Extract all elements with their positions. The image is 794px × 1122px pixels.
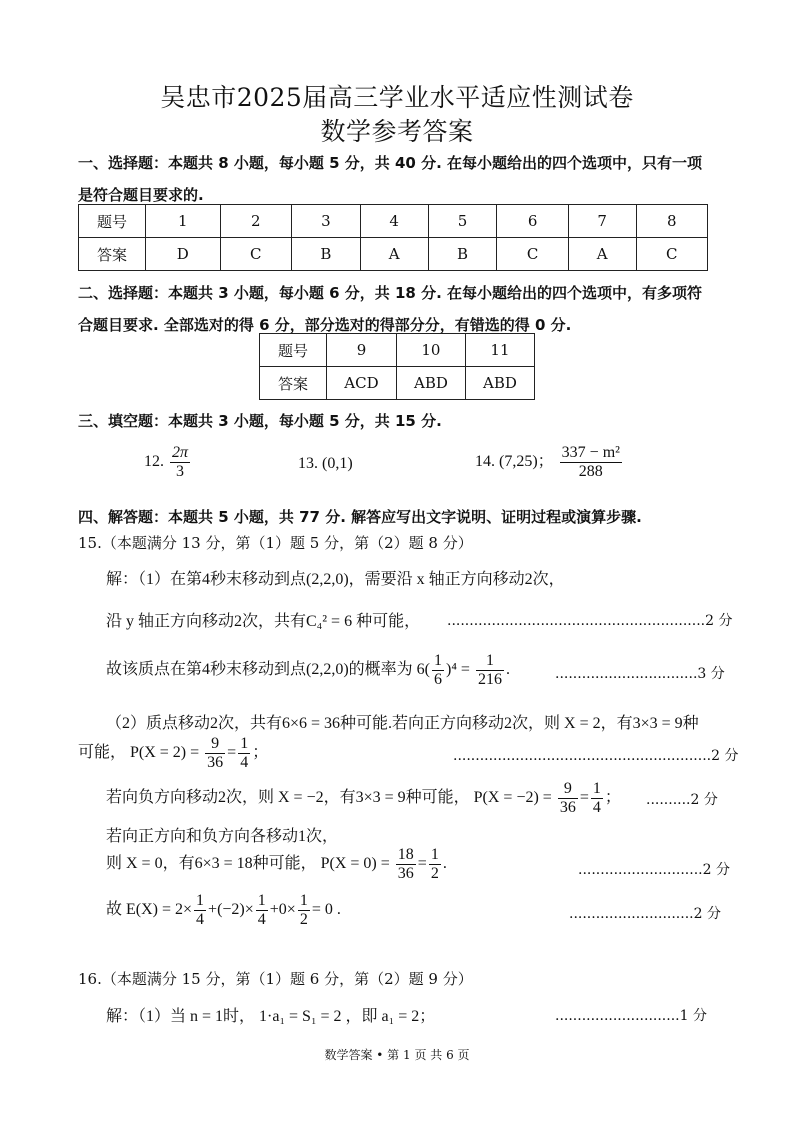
answer-14-label: 14. xyxy=(475,452,495,470)
fraction-denominator: 216 xyxy=(477,670,502,688)
q15-line1: 解：（1）在第4秒末移动到点(2,2,0)，需要沿 x 轴正方向移动2次， xyxy=(106,571,565,588)
fraction xyxy=(238,735,250,771)
section2-heading-line1: 二、选择题：本题共 3 小题，每小题 6 分，共 18 分. 在每小题给出的四个选项中，有多项符 xyxy=(78,284,703,302)
fraction-denominator: 6 xyxy=(434,670,442,688)
q15-line5-text: = xyxy=(227,743,237,761)
fraction-numerator: 1 xyxy=(257,892,266,909)
fraction-numerator: 1 xyxy=(299,892,308,909)
q15-line7: 若向正方向和负方向各移动1次， xyxy=(106,828,339,845)
fraction-denominator: 36 xyxy=(559,798,576,816)
table-row-answers xyxy=(79,238,708,271)
table-cell: C xyxy=(220,238,291,271)
answer-13-label: 13. xyxy=(298,455,318,472)
q16-line1: 解：（1）当 n = 1时， 1·a₁ = S₁ = 2 ，即 a₁ = 2； xyxy=(106,1008,436,1025)
q15-line3 xyxy=(106,652,510,688)
fraction-numerator: 1 xyxy=(196,892,205,909)
fraction-denominator: 4 xyxy=(257,910,266,928)
table-cell: D xyxy=(146,238,221,271)
table-cell: ABD xyxy=(465,367,534,400)
answer-12-fraction xyxy=(170,444,190,480)
section2-heading-line2: 合题目要求. 全部选对的得 6 分，部分选对的得部分分，有错选的得 0 分. xyxy=(78,316,572,334)
q15-line5-score: ..........................................................2 分 xyxy=(453,748,739,764)
q15-line9-text: 故 E(X) = 2× xyxy=(106,900,193,918)
fraction-numerator: 18 xyxy=(397,846,414,863)
table-cell: 1 xyxy=(146,205,221,238)
fraction xyxy=(256,892,268,928)
q15-line6-text: = xyxy=(579,788,589,806)
table-cell: C xyxy=(497,238,568,271)
fraction-numerator: 1 xyxy=(430,846,439,863)
answer-12-label: 12. xyxy=(144,452,164,470)
q16-header: 16.（本题满分 15 分，第（1）题 6 分，第（2）题 9 分） xyxy=(78,970,473,988)
table-cell: 3 xyxy=(291,205,360,238)
fraction-denominator: 4 xyxy=(196,910,205,928)
q16-line1-score: ............................1 分 xyxy=(555,1008,707,1024)
fraction-numerator: 9 xyxy=(558,780,578,799)
fraction-numerator: 1 xyxy=(240,735,249,752)
section3-heading: 三、填空题：本题共 3 小题，每小题 5 分，共 15 分. xyxy=(78,412,442,430)
q15-line3-text: . xyxy=(505,660,510,678)
q15-line6-text: 若向负方向移动2次，则 X = −2，有3×3 = 9种可能， P(X = −2) = xyxy=(106,788,552,806)
q15-header: 15.（本题满分 13 分，第（1）题 5 分，第（2）题 8 分） xyxy=(78,534,473,552)
q15-line9-text: = 0 . xyxy=(311,900,341,918)
table-cell: 2 xyxy=(220,205,291,238)
table-row-questions xyxy=(260,334,535,367)
table-cell: ACD xyxy=(327,367,397,400)
q15-line9-text: +0× xyxy=(269,900,296,918)
fraction-numerator: 9 xyxy=(205,735,225,754)
row-label-answer: 答案 xyxy=(79,238,146,271)
q15-line5-text: ； xyxy=(252,743,269,761)
fraction-denominator: 2 xyxy=(430,864,439,882)
fraction-denominator: 4 xyxy=(592,798,601,816)
q15-line8-text: . xyxy=(442,854,447,872)
table-cell: ABD xyxy=(396,367,465,400)
table-cell: 9 xyxy=(327,334,397,367)
table-row-answers xyxy=(260,367,535,400)
q15-line3-score: ................................3 分 xyxy=(555,666,725,682)
fraction xyxy=(194,892,206,928)
q15-line3-text: )⁴ = xyxy=(446,660,470,678)
section1-heading-line1: 一、选择题：本题共 8 小题，每小题 5 分，共 40 分. 在每小题给出的四个选项中，只有一项 xyxy=(78,154,703,172)
q15-line3-text: 故该质点在第4秒末移动到点(2,2,0)的概率为 6( xyxy=(106,660,430,678)
fraction xyxy=(298,892,310,928)
page-footer: 数学答案 • 第 1 页 共 6 页 xyxy=(324,1048,470,1062)
fraction xyxy=(429,846,441,882)
q15-line8-text: = xyxy=(417,854,427,872)
table-cell: 11 xyxy=(465,334,534,367)
row-label-question: 题号 xyxy=(79,205,146,238)
table-cell: 6 xyxy=(497,205,568,238)
fraction-numerator: 2π xyxy=(172,444,189,461)
q15-line5-text: 可能， P(X = 2) = xyxy=(78,743,200,761)
fraction-denominator: 4 xyxy=(240,753,249,771)
table-cell: 10 xyxy=(396,334,465,367)
section1-heading-line2: 是符合题目要求的. xyxy=(78,186,204,204)
fraction-numerator: 1 xyxy=(592,780,601,797)
fraction-denominator: 2 xyxy=(299,910,308,928)
fraction xyxy=(396,846,416,882)
table-cell: A xyxy=(360,238,428,271)
q15-line8-text: 则 X = 0，有6×3 = 18种可能， P(X = 0) = xyxy=(106,854,390,872)
fraction xyxy=(591,780,603,816)
section4-heading: 四、解答题：本题共 5 小题，共 77 分. 解答应写出文字说明、证明过程或演算步骤. xyxy=(78,508,642,526)
row-label-question: 题号 xyxy=(260,334,327,367)
table-cell: 7 xyxy=(568,205,636,238)
answer-12 xyxy=(144,444,192,480)
q15-line4: （2）质点移动2次，共有6×6 = 36种可能.若向正方向移动2次，则 X = 2，有3×3 = 9种 xyxy=(106,715,699,732)
fraction-denominator: 3 xyxy=(176,462,184,480)
fraction-denominator: 288 xyxy=(578,462,603,480)
fraction xyxy=(432,652,444,688)
table-cell: 4 xyxy=(360,205,428,238)
answer-13 xyxy=(298,455,353,473)
q15-line6-text: ； xyxy=(604,788,621,806)
fraction-denominator: 36 xyxy=(207,753,224,771)
answer-14-fraction xyxy=(560,444,622,480)
q15-line6 xyxy=(106,780,621,816)
q15-line6-score: ..........2 分 xyxy=(646,792,718,808)
answer-14 xyxy=(475,444,624,480)
q15-line9-score: ............................2 分 xyxy=(569,906,721,922)
answer-14-part1: (7,25)； xyxy=(499,452,554,470)
q15-line5 xyxy=(78,735,268,771)
page-subtitle: 数学参考答案 xyxy=(320,117,474,146)
q15-line8-score: ............................2 分 xyxy=(578,862,730,878)
table-cell: B xyxy=(428,238,497,271)
q15-line9-text: +(−2)× xyxy=(208,900,254,918)
fraction-denominator: 36 xyxy=(397,864,414,882)
fraction-numerator: 1 xyxy=(476,652,504,671)
q15-line8 xyxy=(106,846,447,882)
page-title: 吴忠市2025届高三学业水平适应性测试卷 xyxy=(160,83,634,112)
section2-answer-table xyxy=(259,333,535,400)
table-cell: 8 xyxy=(636,205,707,238)
q15-line2: 沿 y 轴正方向移动2次，共有C₄² = 6 种可能， xyxy=(106,613,421,630)
section1-answer-table xyxy=(78,204,708,271)
row-label-answer: 答案 xyxy=(260,367,327,400)
q15-line2-score: ..........................................................2 分 xyxy=(447,613,733,629)
q15-line9 xyxy=(106,892,341,928)
fraction-numerator: 337 − m² xyxy=(561,444,620,461)
fraction xyxy=(558,780,578,816)
table-cell: B xyxy=(291,238,360,271)
table-cell: 5 xyxy=(428,205,497,238)
table-cell: C xyxy=(636,238,707,271)
answer-13-value: (0,1) xyxy=(322,455,353,472)
fraction xyxy=(205,735,225,771)
table-cell: A xyxy=(568,238,636,271)
table-row-questions xyxy=(79,205,708,238)
fraction xyxy=(476,652,504,688)
fraction-numerator: 1 xyxy=(434,652,442,669)
